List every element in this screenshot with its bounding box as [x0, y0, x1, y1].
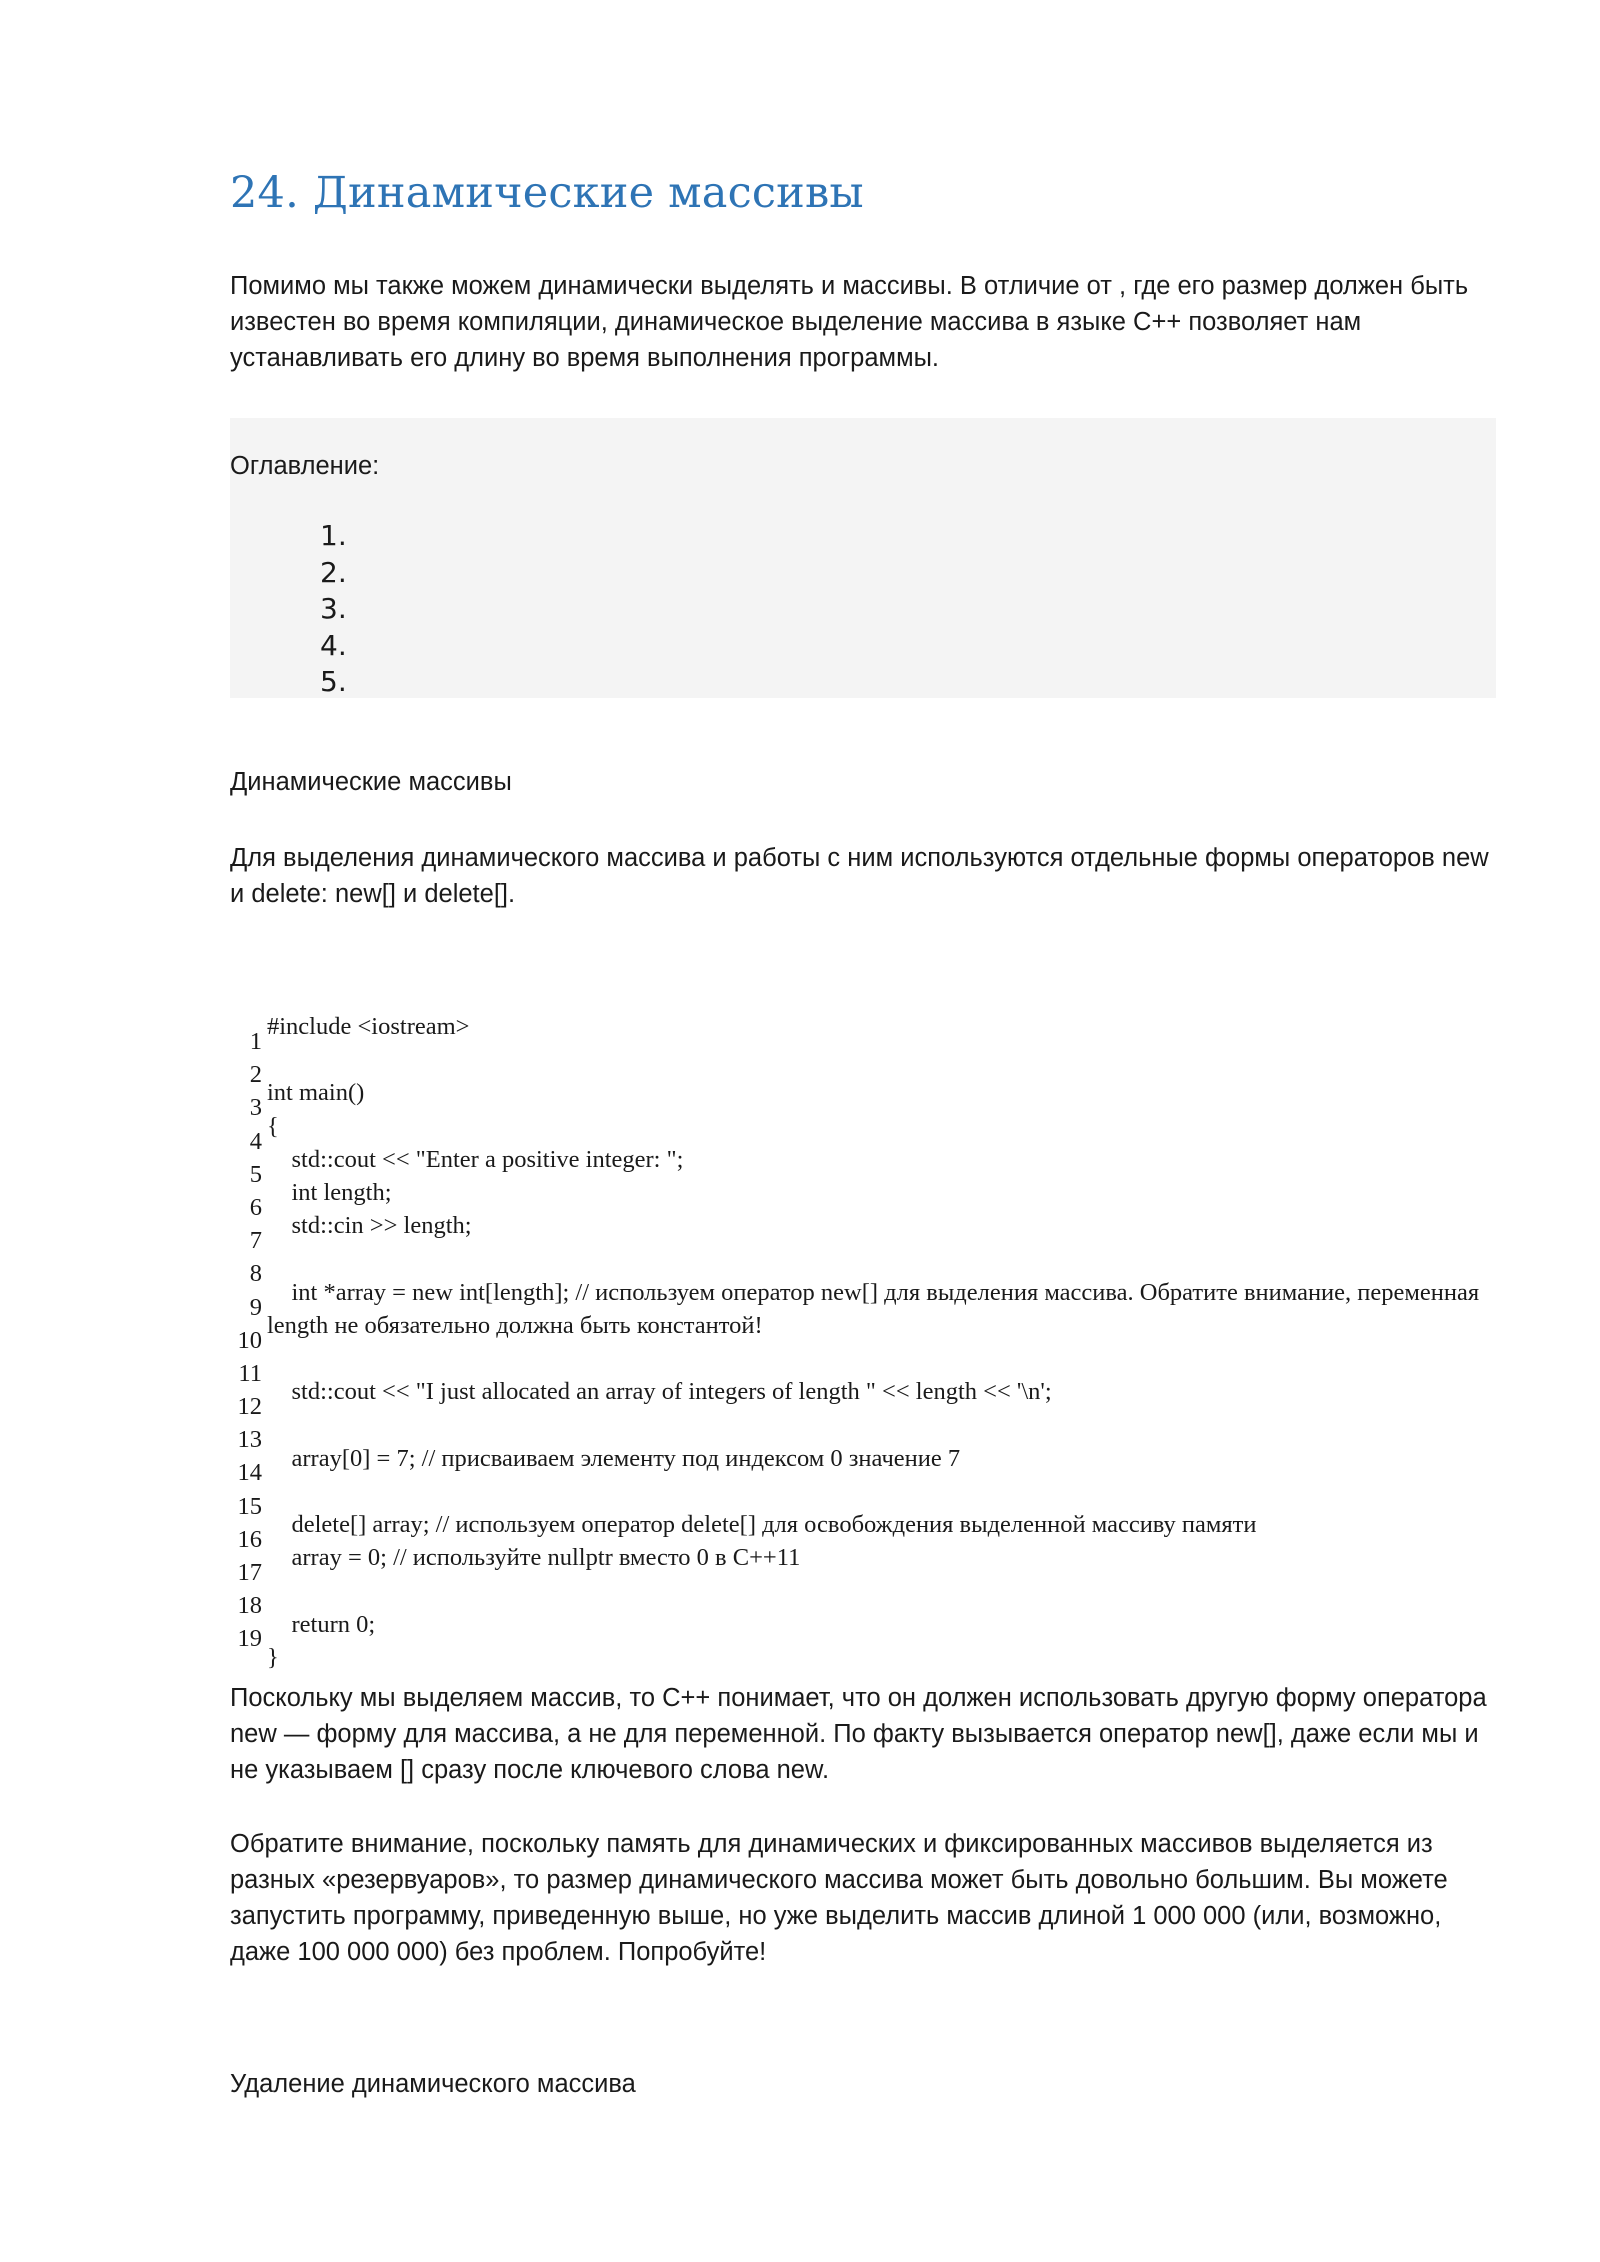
- code-line: std::cout << "I just allocated an array of integers of length " << length << '\n';: [267, 1378, 1052, 1406]
- toc-item[interactable]: 1.: [320, 519, 347, 552]
- line-number: 6: [249, 1193, 262, 1221]
- line-number: 12: [237, 1393, 262, 1421]
- code-line: [267, 1342, 1497, 1375]
- code-line: array[0] = 7; // присваиваем элементу под индексом 0 значение 7: [267, 1444, 961, 1472]
- toc-item[interactable]: 3.: [320, 592, 347, 625]
- line-number-gutter: [230, 1025, 262, 1656]
- page-title: 24. Динамические массивы: [230, 168, 864, 218]
- toc-list: [320, 518, 347, 701]
- code-line: std::cout << "Enter a positive integer: ";: [267, 1145, 684, 1173]
- line-number: 8: [249, 1260, 262, 1288]
- section-heading-delete-array: Удаление динамического массива: [230, 2070, 636, 2098]
- line-number: 9: [249, 1293, 262, 1321]
- line-number: 18: [237, 1592, 262, 1620]
- code-line: int main(): [267, 1079, 365, 1107]
- line-number: 10: [237, 1326, 262, 1354]
- section-paragraph-new-delete: Для выделения динамического массива и работы с ним используются отдельные формы операторов new и delete: new[] и delete[].: [230, 844, 1489, 908]
- line-number: 11: [238, 1359, 262, 1387]
- code-line: delete[] array; // используем оператор delete[] для освобождения выделенной массиву памяти: [267, 1510, 1257, 1538]
- code-line: }: [267, 1643, 279, 1671]
- code-line: [267, 1574, 1497, 1607]
- code-line: [267, 1475, 1497, 1508]
- line-number: 15: [237, 1492, 262, 1520]
- line-number: 2: [249, 1061, 262, 1089]
- toc-item[interactable]: 2.: [320, 555, 347, 589]
- memory-pools-paragraph: Обратите внимание, поскольку память для динамических и фиксированных массивов выделяется из разных «резервуаров», то размер динамического массива может быть довольно большим. Вы можете запустить программу, приведенную выше, но уже выделить массив длиной 1 000 000 (или, возможно, даже 100 000 000) без проблем. Попробуйте!: [230, 1830, 1448, 1966]
- line-number: 4: [249, 1127, 262, 1155]
- code-line: {: [267, 1112, 279, 1140]
- code-line: return 0;: [267, 1610, 376, 1638]
- line-number: 16: [237, 1525, 262, 1553]
- code-lines: [267, 1010, 1497, 1674]
- code-line: [267, 1043, 1497, 1076]
- code-block: [230, 1010, 1500, 1670]
- line-number: 1: [249, 1028, 262, 1055]
- line-number: 19: [237, 1625, 262, 1653]
- array-new-paragraph: Поскольку мы выделяем массив, то C++ понимает, что он должен использовать другую форму оператора new — форму для массива, а не для переменной. По факту вызывается оператор new[], даже если мы и не указываем [] сразу после ключевого слова new.: [230, 1684, 1487, 1784]
- table-of-contents: [230, 418, 1496, 698]
- toc-item[interactable]: 5.: [320, 665, 347, 698]
- line-number: 17: [237, 1559, 262, 1586]
- line-number: 13: [237, 1426, 262, 1454]
- code-line: [267, 1242, 1497, 1275]
- code-line: int length;: [267, 1179, 392, 1206]
- toc-item[interactable]: 4.: [320, 628, 347, 662]
- code-line: array = 0; // используйте nullptr вместо 0 в C++11: [267, 1544, 801, 1572]
- code-line: std::cin >> length;: [267, 1212, 472, 1240]
- line-number: 3: [249, 1094, 262, 1122]
- code-line: int *array = new int[length]; // используем оператор new[] для выделения массива. Обратите внимание, переменная length не обязательно должна быть константой!: [267, 1278, 1486, 1339]
- code-line: #include <iostream>: [267, 1013, 470, 1040]
- line-number: 5: [249, 1160, 262, 1188]
- line-number: 7: [249, 1227, 262, 1255]
- line-number: 14: [237, 1459, 262, 1487]
- section-heading-dynamic-arrays: Динамические массивы: [230, 768, 512, 796]
- intro-paragraph: Помимо мы также можем динамически выделять и массивы. В отличие от , где его размер должен быть известен во время компиляции, динамическое выделение массива в языке C++ позволяет нам устанавливать его длину во время выполнения программы.: [230, 272, 1469, 372]
- toc-label: Оглавление:: [230, 452, 380, 480]
- code-line: [267, 1408, 1497, 1441]
